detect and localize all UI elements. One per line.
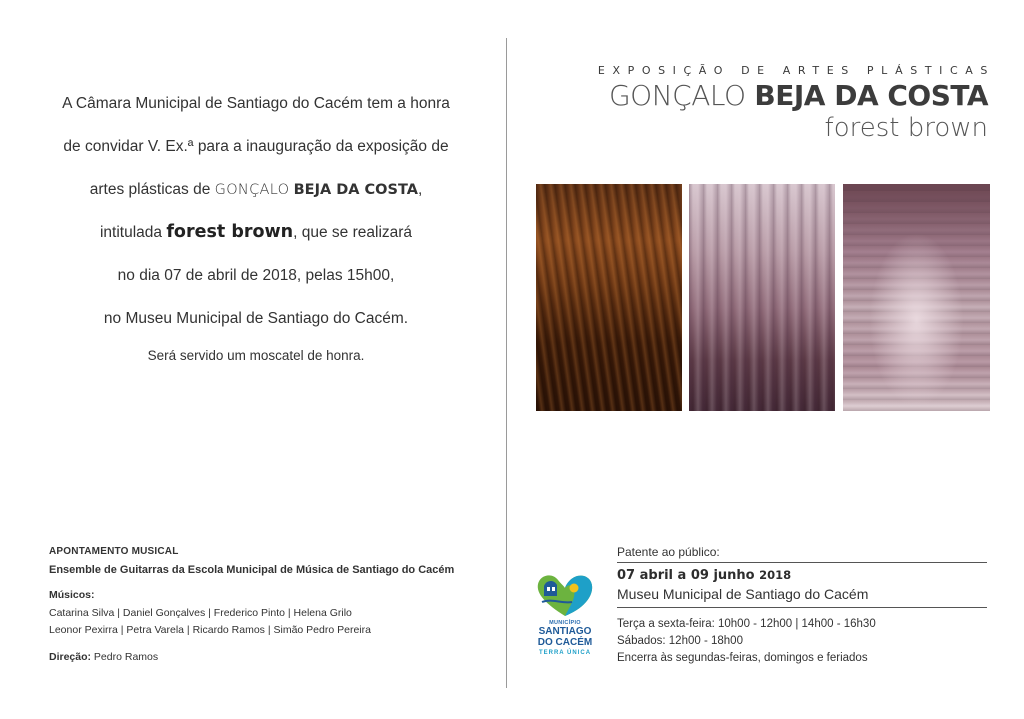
logo-name-line-2: DO CACÉM	[537, 637, 593, 648]
invitation-line-1: A Câmara Municipal de Santiago do Cacém tem a honra	[62, 95, 450, 112]
logo-tagline: TERRA ÚNICA	[538, 650, 592, 656]
visit-place: Museu Municipal de Santiago do Cacém	[617, 586, 987, 608]
visit-dates	[617, 568, 987, 583]
direction-name: Pedro Ramos	[91, 651, 159, 663]
visit-label: Patente ao público:	[617, 545, 987, 563]
visit-hours-saturday: Sábados: 12h00 - 18h00	[617, 635, 743, 647]
visit-year: 2018	[759, 568, 792, 582]
musicians-line-1: Catarina Silva | Daniel Gonçalves | Frederico Pinto | Helena Grilo	[49, 607, 352, 619]
invitation-line-3	[20, 168, 492, 211]
municipality-logo	[530, 572, 600, 656]
logo-municipio-label: MUNICÍPIO	[549, 620, 581, 626]
artist-first-name: GONÇALO	[608, 79, 746, 112]
artist-name	[518, 79, 988, 113]
invitation-line-3-pre: artes plásticas de	[89, 181, 215, 198]
invitation-text	[20, 82, 492, 366]
exhibition-label: EXPOSIÇÃO DE ARTES PLÁSTICAS	[597, 64, 995, 77]
invitation-artist-first: GONÇALO	[214, 182, 290, 198]
musicians-label: Músicos:	[49, 589, 95, 601]
artist-last-name: BEJA DA COSTA	[754, 79, 988, 112]
invitation-line-6: no Museu Municipal de Santiago do Cacém.	[103, 310, 409, 327]
visit-closed-days: Encerra às segundas-feiras, domingos e feriados	[617, 652, 868, 664]
invitation-line-4	[20, 211, 492, 254]
painting-image-2	[689, 184, 835, 411]
invitation-line-4-post: , que se realizará	[293, 224, 413, 241]
invitation-exhibition-title: forest brown	[166, 222, 294, 242]
visit-date-range: 07 abril a 09 junho	[617, 568, 755, 583]
musicians-line-2: Leonor Pexirra | Petra Varela | Ricardo Ramos | Simão Pedro Pereira	[49, 624, 371, 636]
invitation-served-note: Será servido um moscatel de honra.	[147, 348, 365, 363]
invitation-line-3-post: ,	[417, 181, 423, 198]
invitation-artist-last: BEJA DA COSTA	[293, 182, 418, 198]
visit-info	[617, 545, 987, 667]
musical-direction	[49, 651, 494, 663]
exhibition-subtitle: forest brown	[824, 113, 988, 143]
heart-logo-icon	[534, 572, 596, 618]
invitation-line-2: de convidar V. Ex.ª para a inauguração da exposição de	[63, 138, 449, 155]
musical-ensemble: Ensemble de Guitarras da Escola Municipal de Música de Santiago do Cacém	[49, 564, 455, 576]
musicians-list	[49, 605, 494, 639]
logo-name-line-1: SANTIAGO	[538, 626, 592, 637]
exhibition-title-block	[518, 64, 995, 143]
page-fold-divider	[506, 38, 507, 688]
musical-heading: APONTAMENTO MUSICAL	[49, 546, 179, 557]
painting-image-1	[536, 184, 682, 411]
musical-credits	[49, 546, 494, 663]
direction-label: Direção:	[49, 651, 92, 663]
invitation-line-5: no dia 07 de abril de 2018, pelas 15h00,	[117, 267, 395, 284]
visit-hours-weekdays: Terça a sexta-feira: 10h00 - 12h00 | 14h00 - 16h30	[617, 618, 876, 630]
painting-image-3	[843, 184, 990, 411]
visit-hours	[617, 616, 987, 667]
invitation-line-4-pre: intitulada	[99, 224, 167, 241]
